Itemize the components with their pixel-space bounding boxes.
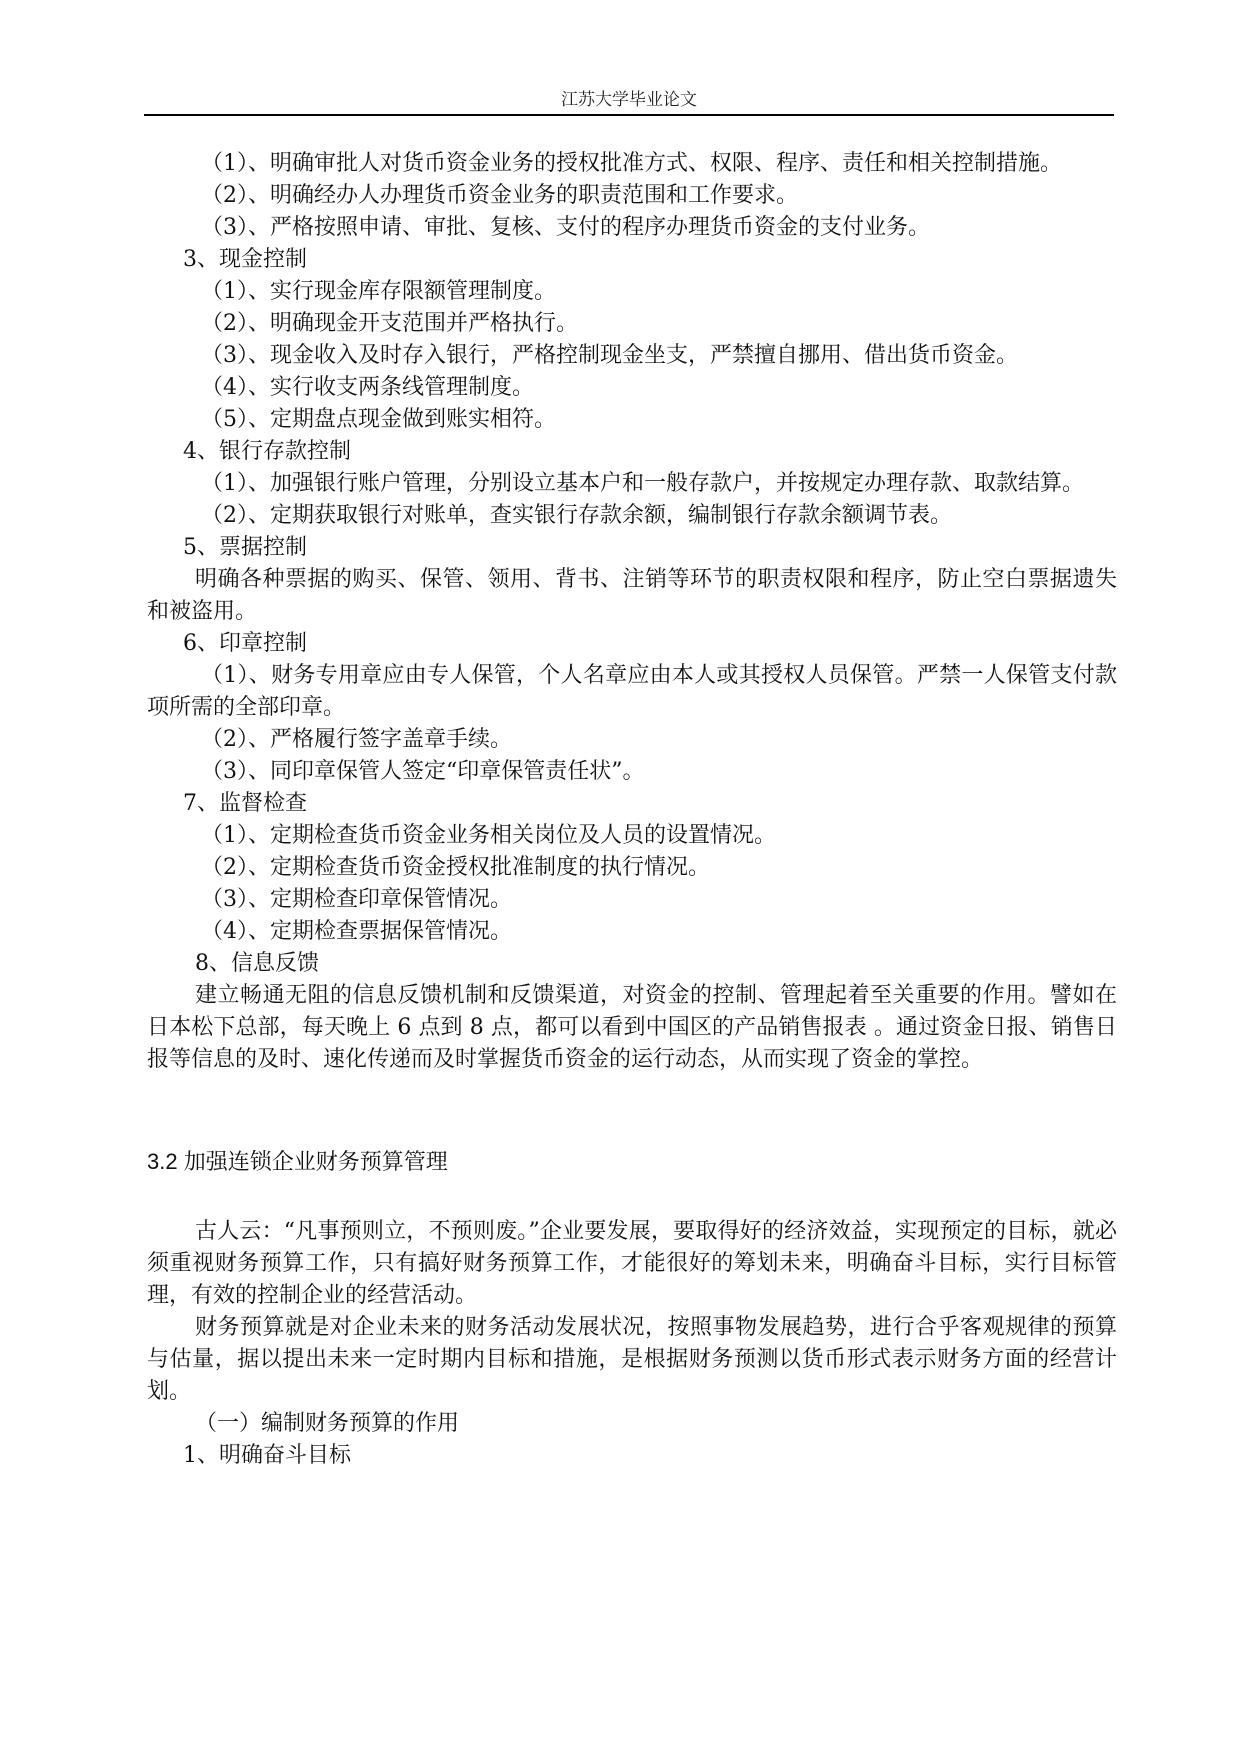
paragraph: （1）、财务专用章应由专人保管，个人名章应由本人或其授权人员保管。严禁一人保管支付款项所需的全部印章。 [147,663,1117,720]
subheading: （一）编制财务预算的作用 [195,1411,460,1436]
paragraph: 明确各种票据的购买、保管、领用、背书、注销等环节的职责权限和程序，防止空白票据遗失和被盗用。 [147,567,1117,624]
paragraph: （1）、加强银行账户管理，分别设立基本户和一般存款户，并按规定办理存款、取款结算。 [201,471,1085,496]
subheading: 7、监督检查 [183,791,307,816]
subheading: 6、印章控制 [183,631,307,656]
paragraph: 财务预算就是对企业未来的财务活动发展状况，按照事物发展趋势，进行合乎客观规律的预算与估量，据以提出未来一定时期内目标和措施，是根据财务预测以货币形式表示财务方面的经营计划。 [147,1315,1117,1404]
running-header: 江苏大学毕业论文 [561,90,697,110]
paragraph: （3）、定期检查印章保管情况。 [201,887,512,912]
subheading: 8、信息反馈 [195,951,319,976]
subheading: 5、票据控制 [183,535,307,560]
paragraph: （4）、实行收支两条线管理制度。 [201,375,534,400]
body-text [147,148,1117,1472]
paragraph: （2）、定期获取银行对账单，查实银行存款余额，编制银行存款余额调节表。 [201,503,952,528]
paragraph: （2）、明确经办人办理货币资金业务的职责范围和工作要求。 [201,183,798,208]
paragraph: （3）、同印章保管人签定“印章保管责任状”。 [201,759,645,784]
paragraph: （1）、定期检查货币资金业务相关岗位及人员的设置情况。 [201,823,776,848]
section-heading: 3.2 加强连锁企业财务预算管理 [147,1149,448,1174]
paragraph: （1）、明确审批人对货币资金业务的授权批准方式、权限、程序、责任和相关控制措施。 [201,151,1063,176]
paragraph: （1）、实行现金库存限额管理制度。 [201,279,556,304]
paragraph: （5）、定期盘点现金做到账实相符。 [201,407,556,432]
paragraph: （2）、严格履行签字盖章手续。 [201,727,512,752]
paragraph: （3）、严格按照申请、审批、复核、支付的程序办理货币资金的支付业务。 [201,215,930,240]
paragraph: （2）、定期检查货币资金授权批准制度的执行情况。 [201,855,710,880]
paragraph: （2）、明确现金开支范围并严格执行。 [201,311,578,336]
paragraph: （3）、现金收入及时存入银行，严格控制现金坐支，严禁擅自挪用、借出货币资金。 [201,343,1018,368]
subheading: 1、明确奋斗目标 [183,1443,351,1468]
subheading: 4、银行存款控制 [183,439,351,464]
paragraph: 古人云：“凡事预则立，不预则废。”企业要发展，要取得好的经济效益，实现预定的目标，就必须重视财务预算工作，只有搞好财务预算工作，才能很好的筹划未来，明确奋斗目标，实行目标管理，有效的控制企业的经营活动。 [147,1219,1117,1308]
paragraph: （4）、定期检查票据保管情况。 [201,919,512,944]
paragraph: 建立畅通无阻的信息反馈机制和反馈渠道，对资金的控制、管理起着至关重要的作用。譬如在日本松下总部，每天晚上 6 点到 8 点，都可以看到中国区的产品销售报表 。通过资金日报、销售日报等信息的及时、速化传递而及时掌握货币资金的运行动态，从而实现了资金的掌控。 [147,983,1117,1072]
subheading: 3、现金控制 [183,247,307,272]
header-rule [144,114,1114,116]
